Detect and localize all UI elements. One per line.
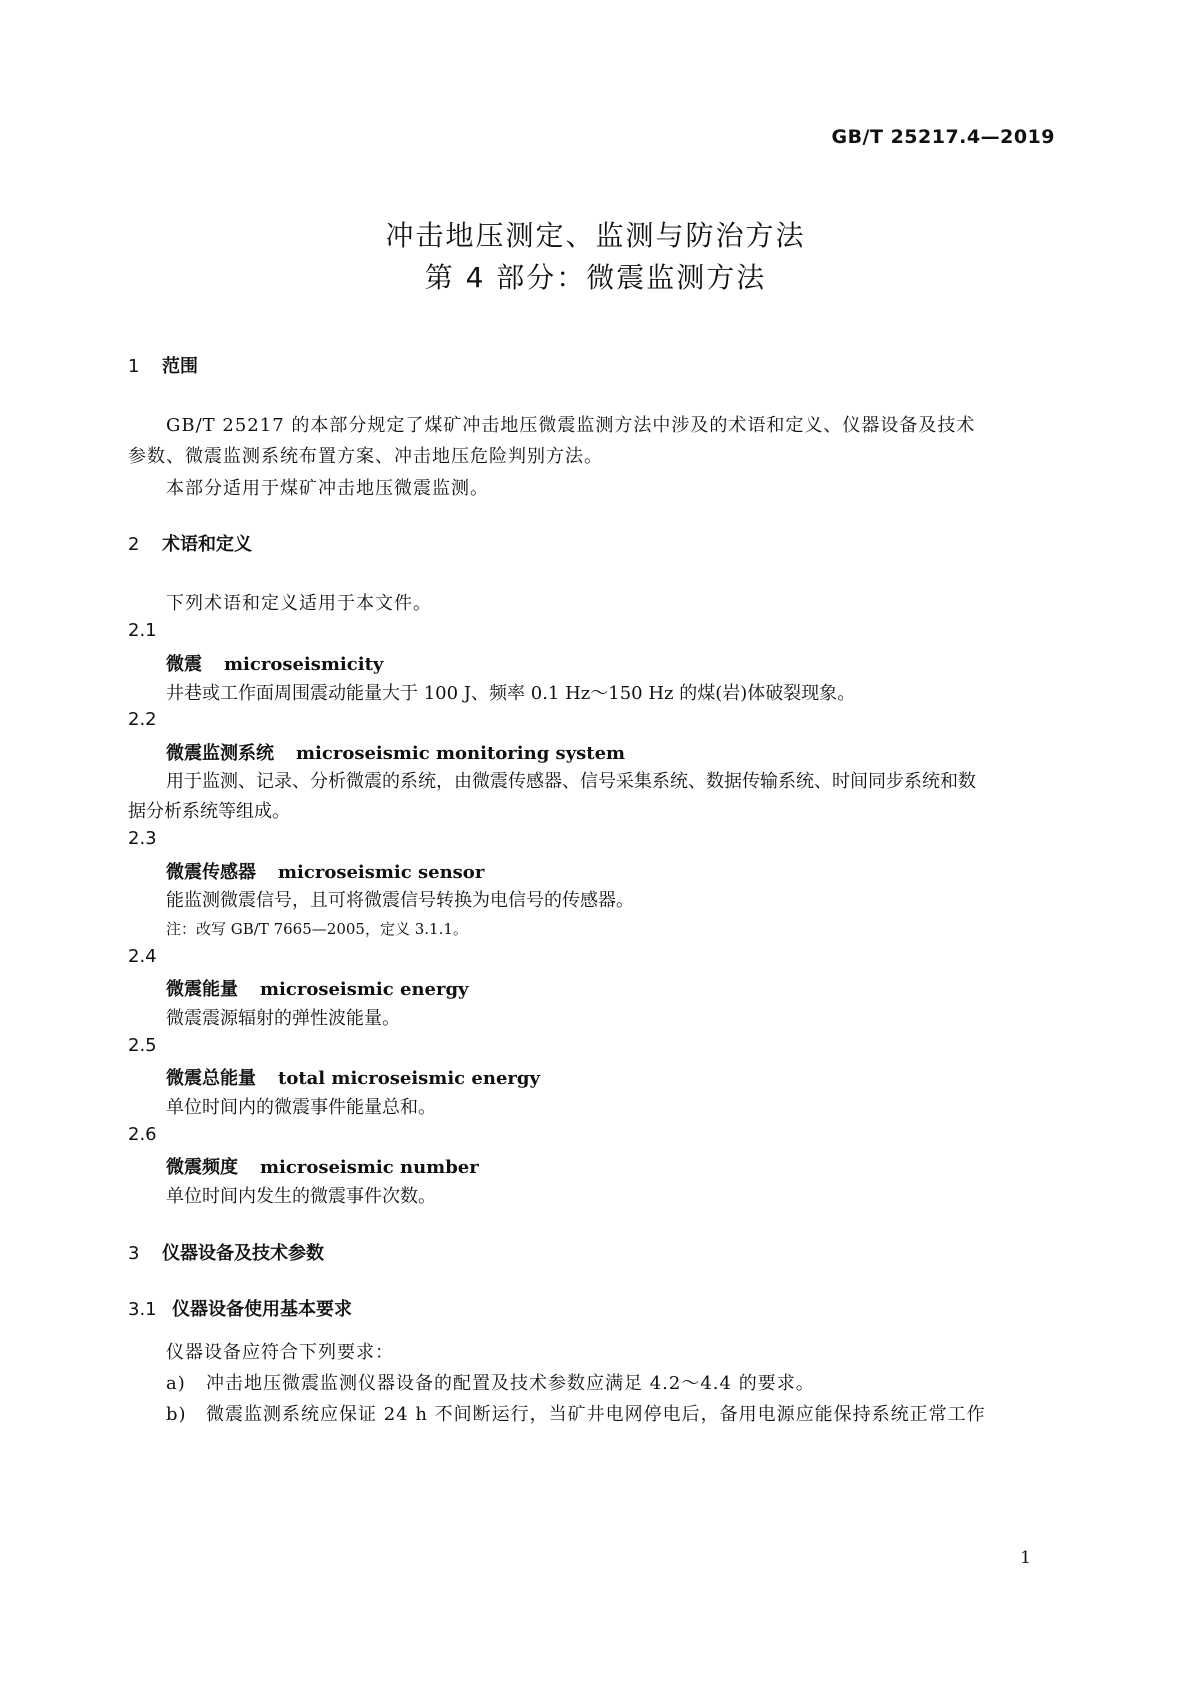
section-2-heading bbox=[128, 530, 252, 556]
term-heading bbox=[166, 650, 383, 676]
scope-paragraph-line1: GB/T 25217 的本部分规定了煤矿冲击地压微震监测方法中涉及的术语和定义、仪器设备及技术 bbox=[166, 415, 976, 436]
section-title: 仪器设备及技术参数 bbox=[162, 1243, 324, 1264]
term-note: 注：改写 GB/T 7665—2005，定义 3.1.1。 bbox=[166, 920, 468, 938]
section-number: 3 bbox=[128, 1243, 140, 1264]
term-definition: 能监测微震信号，且可将微震信号转换为电信号的传感器。 bbox=[166, 890, 634, 911]
standard-number: GB/T 25217.4—2019 bbox=[831, 126, 1055, 148]
term-en: total microseismic energy bbox=[278, 1068, 540, 1089]
subsection-3-1-heading bbox=[128, 1295, 352, 1321]
term-heading bbox=[166, 1153, 479, 1179]
term-number: 2.6 bbox=[128, 1124, 157, 1145]
section-number: 1 bbox=[128, 356, 140, 377]
section-number: 2 bbox=[128, 534, 140, 555]
document-title-line2: 第 4 部分：微震监测方法 bbox=[424, 261, 767, 294]
term-zh: 微震总能量 bbox=[166, 1068, 256, 1089]
section-1-heading bbox=[128, 352, 198, 378]
scope-paragraph-line2: 参数、微震监测系统布置方案、冲击地压危险判别方法。 bbox=[128, 446, 603, 467]
list-item bbox=[166, 1369, 815, 1395]
term-definition-line2: 据分析系统等组成。 bbox=[128, 801, 290, 822]
term-definition: 井巷或工作面周围震动能量大于 100 J、频率 0.1 Hz～150 Hz 的煤(岩)体破裂现象。 bbox=[166, 683, 856, 704]
requirements-intro: 仪器设备应符合下列要求： bbox=[166, 1342, 394, 1363]
term-definition: 单位时间内发生的微震事件次数。 bbox=[166, 1186, 436, 1207]
subsection-title: 仪器设备使用基本要求 bbox=[172, 1299, 352, 1320]
term-heading bbox=[166, 858, 484, 884]
page-number: 1 bbox=[1020, 1548, 1031, 1568]
term-en: microseismic sensor bbox=[278, 862, 485, 883]
term-heading bbox=[166, 739, 625, 765]
list-item-text: 微震监测系统应保证 24 h 不间断运行，当矿井电网停电后，备用电源应能保持系统正常工作 bbox=[206, 1404, 986, 1425]
term-en: microseismic number bbox=[260, 1157, 479, 1178]
list-item-label: a) bbox=[166, 1373, 186, 1394]
term-heading bbox=[166, 975, 469, 1001]
term-zh: 微震传感器 bbox=[166, 862, 256, 883]
term-number: 2.2 bbox=[128, 709, 157, 730]
term-number: 2.5 bbox=[128, 1035, 157, 1056]
section-title: 范围 bbox=[162, 356, 198, 377]
term-definition: 单位时间内的微震事件能量总和。 bbox=[166, 1097, 436, 1118]
subsection-number: 3.1 bbox=[128, 1299, 157, 1320]
term-zh: 微震频度 bbox=[166, 1157, 238, 1178]
term-en: microseismicity bbox=[224, 654, 384, 675]
term-number: 2.4 bbox=[128, 946, 157, 967]
section-title: 术语和定义 bbox=[162, 534, 252, 555]
term-number: 2.1 bbox=[128, 620, 157, 641]
scope-applicability: 本部分适用于煤矿冲击地压微震监测。 bbox=[166, 478, 489, 499]
section-3-heading bbox=[128, 1239, 324, 1265]
term-definition: 微震震源辐射的弹性波能量。 bbox=[166, 1008, 400, 1029]
term-definition-line1: 用于监测、记录、分析微震的系统，由微震传感器、信号采集系统、数据传输系统、时间同步系统和数 bbox=[166, 771, 976, 792]
term-en: microseismic energy bbox=[260, 979, 469, 1000]
term-zh: 微震 bbox=[166, 654, 202, 675]
term-heading bbox=[166, 1064, 540, 1090]
list-item-text: 冲击地压微震监测仪器设备的配置及技术参数应满足 4.2～4.4 的要求。 bbox=[206, 1373, 815, 1394]
term-en: microseismic monitoring system bbox=[296, 743, 626, 764]
term-zh: 微震监测系统 bbox=[166, 743, 274, 764]
term-number: 2.3 bbox=[128, 828, 157, 849]
term-zh: 微震能量 bbox=[166, 979, 238, 1000]
terms-intro: 下列术语和定义适用于本文件。 bbox=[166, 593, 432, 614]
list-item-label: b) bbox=[166, 1404, 187, 1425]
document-title-line1: 冲击地压测定、监测与防治方法 bbox=[385, 219, 806, 252]
list-item bbox=[166, 1400, 986, 1426]
